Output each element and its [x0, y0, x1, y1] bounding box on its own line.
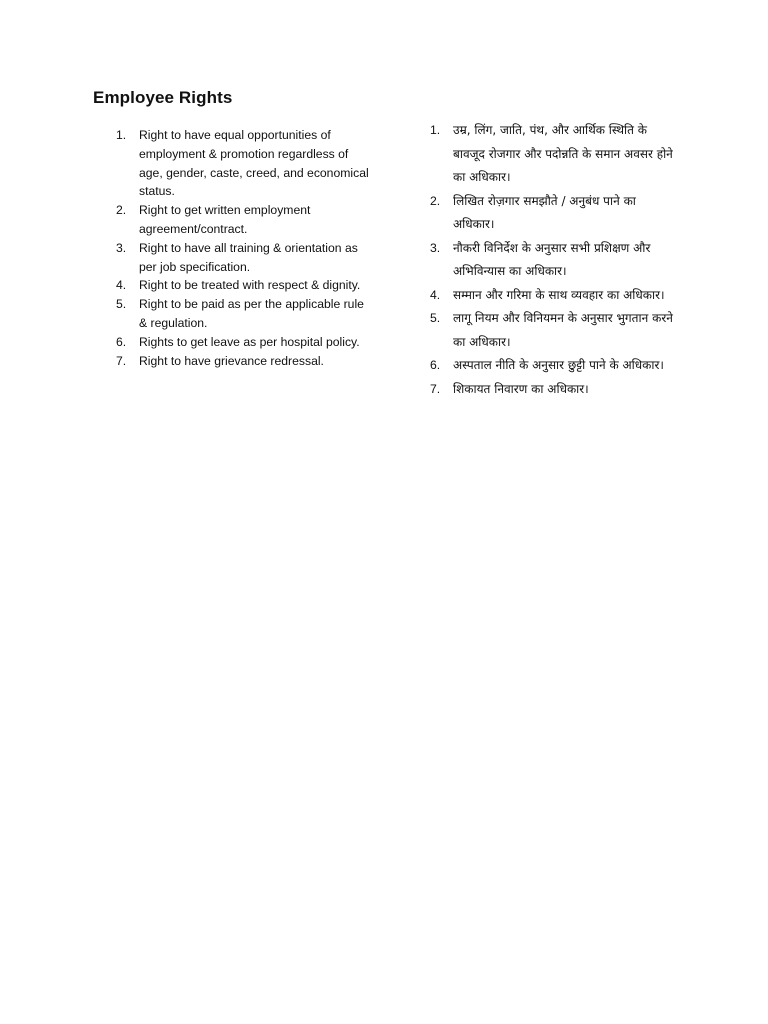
item-number: 2.	[116, 203, 127, 218]
list-item	[425, 284, 677, 308]
page-title: Employee Rights	[93, 88, 233, 107]
item-number: 5.	[116, 297, 127, 312]
item-number: 3.	[430, 240, 441, 255]
item-number: 4.	[430, 287, 441, 302]
item-number: 3.	[116, 240, 127, 255]
item-number: 2.	[430, 193, 441, 208]
item-text: Rights to get leave as per hospital policy.	[139, 334, 360, 349]
list-item	[112, 201, 372, 239]
list-item	[425, 378, 677, 402]
item-number: 6.	[430, 358, 441, 372]
item-text: सम्मान और गरिमा के साथ व्यवहार का अधिकार।	[453, 287, 665, 302]
item-text: Right to have equal opportunities of employment & promotion regardless of age, gender, caste, creed, and economical status.	[139, 128, 369, 199]
item-number: 1.	[116, 128, 127, 142]
item-number: 5.	[430, 311, 441, 325]
item-number: 1.	[430, 123, 441, 137]
item-text: अस्पताल नीति के अनुसार छुट्टी पाने के अधिकार।	[453, 358, 664, 372]
item-text: Right to get written employment agreement/contract.	[139, 203, 311, 236]
list-item	[112, 276, 372, 295]
english-rights-list	[112, 126, 372, 370]
hindi-rights-list	[425, 119, 677, 401]
list-item	[112, 295, 372, 333]
item-text: Right to have all training & orientation as per job specification.	[139, 240, 358, 274]
list-item	[112, 126, 372, 201]
list-item	[425, 119, 677, 190]
item-number: 7.	[116, 353, 127, 368]
list-item	[112, 239, 372, 277]
item-text: लिखित रोज़गार समझौते / अनुबंध पाने का अधिकार।	[453, 193, 636, 231]
item-text: Right to have grievance redressal.	[139, 353, 324, 368]
list-item	[425, 237, 677, 284]
list-item	[425, 354, 677, 378]
list-item	[425, 190, 677, 237]
item-text: नौकरी विनिर्देश के अनुसार सभी प्रशिक्षण और अभिविन्यास का अधिकार।	[453, 240, 651, 278]
item-number: 7.	[430, 381, 441, 396]
list-item	[112, 333, 372, 352]
list-item	[425, 307, 677, 354]
item-text: लागू नियम और विनियमन के अनुसार भुगतान करने का अधिकार।	[453, 311, 673, 349]
item-text: शिकायत निवारण का अधिकार।	[453, 381, 589, 396]
item-text: Right to be treated with respect & dignity.	[139, 278, 361, 293]
item-number: 4.	[116, 278, 127, 293]
item-number: 6.	[116, 334, 127, 349]
item-text: Right to be paid as per the applicable rule & regulation.	[139, 297, 364, 330]
list-item	[112, 352, 372, 371]
item-text: उम्र, लिंग, जाति, पंथ, और आर्थिक स्थिति के बावजूद रोजगार और पदोन्नति के समान अवसर होने का अधिकार।	[453, 123, 673, 184]
